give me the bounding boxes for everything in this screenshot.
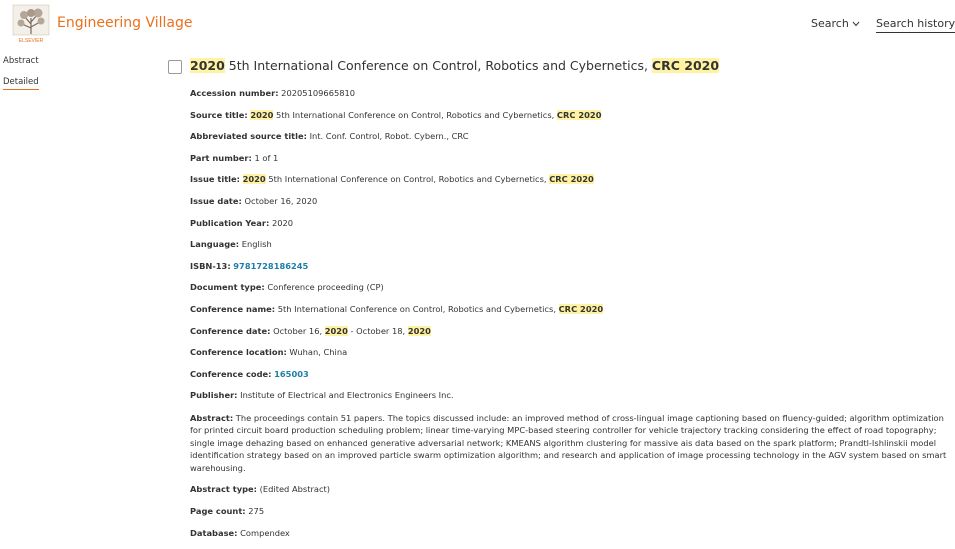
field-value: Institute of Electrical and Electronics Engineers Inc. xyxy=(237,390,454,401)
nav-search-history[interactable]: Search history xyxy=(876,17,955,33)
field-value: 2020 xyxy=(269,217,294,228)
field-label: Abstract type: xyxy=(190,484,257,495)
field-value: 20205109665810 xyxy=(278,88,356,98)
highlight: 2020 xyxy=(250,109,274,120)
logo-wordmark: ELSEVIER xyxy=(18,38,44,44)
field-label: Accession number: xyxy=(190,88,279,98)
field-label: ISBN-13: xyxy=(190,260,231,271)
field-conference-location xyxy=(190,347,929,369)
field-label: Conference name: xyxy=(190,303,276,314)
nav-search-label: Search xyxy=(811,17,849,30)
sidebar-item-detailed[interactable]: Detailed xyxy=(3,77,39,90)
field-label: Page count: xyxy=(190,506,246,516)
field-issue-date xyxy=(190,196,929,218)
field-label: Issue title: xyxy=(190,174,240,185)
field-value: The proceedings contain 51 papers. The topics discussed include: an improved method of cross-lingual image captioning based on fluency-guided; algorithm optimization for printed circuit board production scheduling problem; linear time-varying MPC-based steering controller for vehicle trajectory tracking considering the effect of road topography; single image dehazing based on enhanced generative adversarial network; KMEANS algorithm clustering for massive ais data based on the spark platform; Prandtl-Ishlinskii model identification strategy based on an improved particle swarm optimization algorithm; and research and application of image processing technology in the AGV system based on smart warehousing. xyxy=(190,412,947,473)
brand-name[interactable]: Engineering Village xyxy=(57,15,193,31)
field-value: English xyxy=(239,239,272,250)
field-part-number xyxy=(190,153,929,175)
field-value: Wuhan, China xyxy=(286,347,348,358)
field-value: Int. Conf. Control, Robot. Cybern., CRC xyxy=(306,131,469,142)
field-label: Database: xyxy=(190,527,238,538)
field-value: 5th International Conference on Control, Robotics and Cybernetics, xyxy=(273,109,557,120)
field-label: Language: xyxy=(190,239,240,250)
header xyxy=(0,0,955,48)
sidebar xyxy=(3,56,39,101)
field-value: 5th International Conference on Control, Robotics and Cybernetics, xyxy=(265,174,550,185)
highlight: 2020 xyxy=(407,325,431,336)
field-publication-year xyxy=(190,218,929,240)
field-label: Part number: xyxy=(190,152,252,163)
record-title[interactable] xyxy=(190,58,719,73)
field-conference-code xyxy=(190,369,929,391)
sidebar-item-abstract[interactable]: Abstract xyxy=(3,56,39,66)
field-isbn xyxy=(190,261,929,283)
title-highlight-year: 2020 xyxy=(190,58,225,73)
field-source-title xyxy=(190,110,929,132)
conference-code-link[interactable]: 165003 xyxy=(274,368,309,379)
elsevier-logo[interactable] xyxy=(12,4,50,44)
highlight: 2020 xyxy=(242,174,266,185)
highlight: CRC 2020 xyxy=(558,303,604,314)
field-abbrev-title xyxy=(190,131,929,153)
field-accession xyxy=(190,88,929,110)
field-publisher xyxy=(190,390,929,412)
field-label: Issue date: xyxy=(190,195,242,206)
field-database xyxy=(190,528,929,549)
highlight: CRC 2020 xyxy=(556,109,602,120)
field-document-type xyxy=(190,282,929,304)
highlight: CRC 2020 xyxy=(549,174,594,185)
field-value: 5th International Conference on Control, Robotics and Cybernetics, xyxy=(275,303,559,314)
field-label: Publication Year: xyxy=(190,217,270,228)
field-label: Conference location: xyxy=(190,347,287,358)
field-conference-date xyxy=(190,326,929,348)
field-abstract-type xyxy=(190,484,929,506)
field-abstract xyxy=(190,412,950,475)
field-label: Abstract: xyxy=(190,412,234,423)
isbn-link[interactable]: 9781728186245 xyxy=(233,260,309,271)
field-label: Abbreviated source title: xyxy=(190,131,307,142)
field-value: (Edited Abstract) xyxy=(257,484,331,495)
field-value: Compendex xyxy=(237,527,290,538)
highlight: 2020 xyxy=(324,325,348,336)
field-language xyxy=(190,239,929,261)
record-select-checkbox[interactable] xyxy=(168,60,182,74)
chevron-down-icon xyxy=(852,21,860,27)
title-highlight-conf: CRC 2020 xyxy=(651,58,720,73)
field-value: 1 of 1 xyxy=(251,152,279,163)
field-value: Conference proceeding (CP) xyxy=(264,282,384,293)
field-value: October 16, xyxy=(270,325,325,336)
field-page-count xyxy=(190,506,929,528)
field-label: Document type: xyxy=(190,282,265,293)
field-label: Conference date: xyxy=(190,325,271,336)
field-label: Conference code: xyxy=(190,368,272,379)
nav-search-menu[interactable] xyxy=(811,17,860,30)
title-text: 5th International Conference on Control, Robotics and Cybernetics, xyxy=(224,58,652,73)
field-value: 275 xyxy=(245,506,265,516)
field-value: October 16, 2020 xyxy=(241,195,318,206)
field-issue-title xyxy=(190,174,929,196)
field-label: Publisher: xyxy=(190,390,238,401)
field-value: - October 18, xyxy=(347,325,408,336)
field-conference-name xyxy=(190,304,929,326)
field-label: Source title: xyxy=(190,109,248,120)
record-fields xyxy=(190,88,947,549)
